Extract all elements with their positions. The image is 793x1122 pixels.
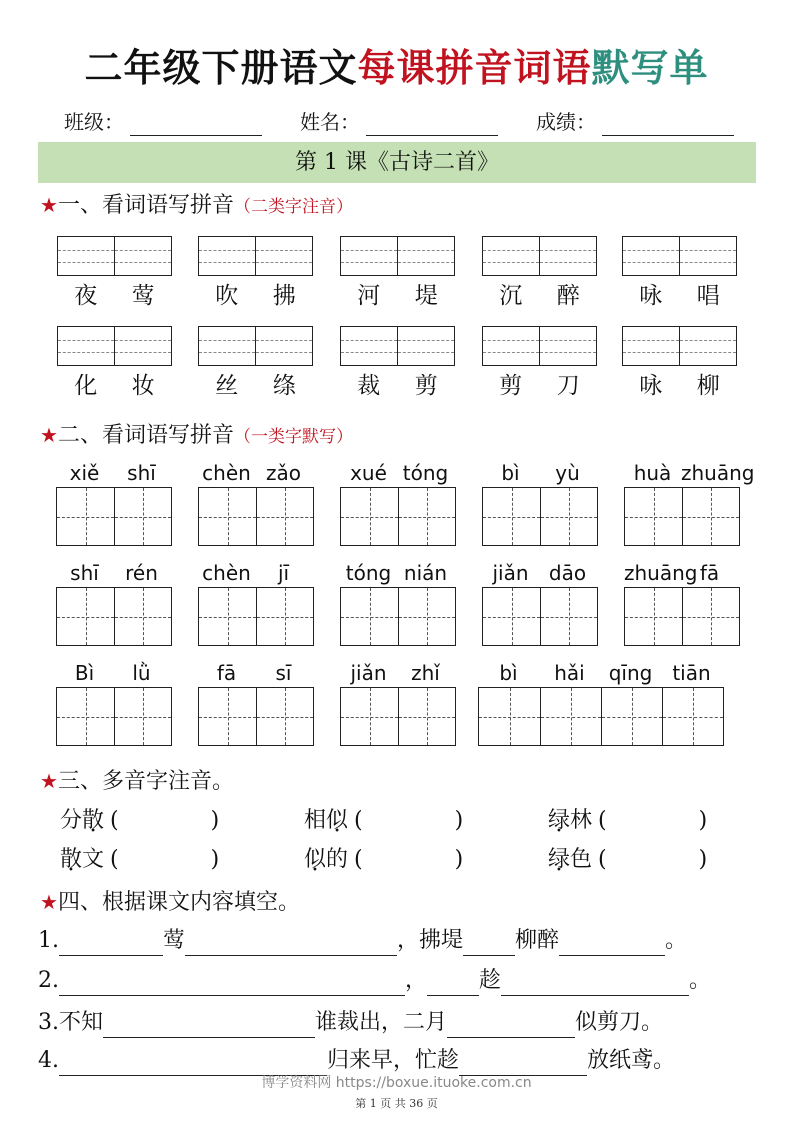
hanzi: 柳 bbox=[696, 373, 720, 399]
pinyin-word bbox=[340, 660, 456, 746]
tianzige-cell[interactable] bbox=[341, 488, 398, 545]
word-characters bbox=[340, 371, 455, 401]
tianzige-box[interactable] bbox=[340, 487, 456, 546]
tianzige-cell[interactable] bbox=[199, 488, 256, 545]
hanzi: 妆 bbox=[131, 373, 155, 399]
score-blank[interactable] bbox=[602, 114, 734, 136]
text: 归来早，忙趁 bbox=[327, 1048, 460, 1073]
pinyin-syllable: chèn bbox=[202, 561, 251, 585]
text: 趁 bbox=[479, 968, 502, 993]
star-icon: ★ bbox=[40, 193, 58, 217]
blank[interactable] bbox=[59, 972, 405, 996]
section-1-title: 一、看词语写拼音 bbox=[57, 193, 234, 218]
tianzige-box[interactable] bbox=[624, 587, 740, 646]
pinyin-label bbox=[198, 560, 314, 586]
blank[interactable] bbox=[501, 972, 689, 996]
class-label: 班级： bbox=[64, 110, 124, 134]
class-field bbox=[64, 108, 262, 136]
pinyin-word bbox=[340, 560, 456, 646]
pinyin-writing-box[interactable] bbox=[340, 236, 455, 276]
text: 柳醉 bbox=[515, 928, 560, 953]
hanzi: 林 bbox=[570, 808, 593, 833]
open-paren: ( bbox=[354, 808, 363, 833]
pinyin-syllable: sī bbox=[275, 661, 292, 685]
name-label: 姓名： bbox=[300, 110, 360, 134]
hanzi: 文 bbox=[82, 847, 105, 872]
pinyin-syllable: jī bbox=[277, 561, 290, 585]
pinyin-syllable: tiān bbox=[672, 661, 711, 685]
tianzige-cell[interactable] bbox=[341, 688, 398, 745]
polyphone-item bbox=[304, 806, 463, 836]
pinyin-cell[interactable] bbox=[623, 327, 679, 365]
pinyin-syllable: jiǎn bbox=[350, 661, 387, 685]
word-characters bbox=[57, 371, 172, 401]
pinyin-writing-box[interactable] bbox=[198, 236, 313, 276]
name-field bbox=[300, 108, 498, 136]
blank[interactable] bbox=[103, 1014, 315, 1038]
pinyin-cell[interactable] bbox=[199, 237, 255, 275]
pinyin-writing-box[interactable] bbox=[57, 236, 172, 276]
tianzige-cell[interactable] bbox=[479, 688, 540, 745]
blank[interactable] bbox=[559, 932, 665, 956]
page-number: 第 1 页 共 36 页 bbox=[355, 1097, 438, 1110]
word-characters bbox=[340, 281, 455, 311]
pinyin-label bbox=[624, 460, 755, 486]
pinyin-cell[interactable] bbox=[114, 237, 171, 275]
text: 。 bbox=[665, 928, 688, 953]
text: 放纸鸢。 bbox=[587, 1048, 676, 1073]
pinyin-syllable: chèn bbox=[202, 461, 251, 485]
tianzige-box[interactable] bbox=[56, 487, 172, 546]
pinyin-word bbox=[198, 560, 314, 646]
section-3-heading bbox=[40, 766, 234, 797]
pinyin-syllable: shī bbox=[127, 461, 156, 485]
pinyin-syllable: xué bbox=[350, 461, 387, 485]
fill-line-2 bbox=[38, 966, 711, 996]
text: ，拂堤 bbox=[397, 928, 464, 953]
blank[interactable] bbox=[447, 1014, 575, 1038]
pinyin-word bbox=[56, 460, 172, 546]
pinyin-label bbox=[56, 460, 172, 486]
section-2-heading bbox=[40, 420, 353, 452]
pinyin-syllable: rén bbox=[125, 561, 158, 585]
text: 莺 bbox=[163, 928, 186, 953]
close-paren: ) bbox=[210, 847, 220, 872]
pinyin-label bbox=[340, 460, 456, 486]
hanzi: 散 bbox=[60, 847, 83, 872]
hanzi: 色 bbox=[570, 847, 593, 872]
pinyin-cell[interactable] bbox=[483, 237, 539, 275]
section-4-heading bbox=[40, 887, 300, 918]
open-paren: ( bbox=[598, 847, 607, 872]
watermark: 博学资料网 https://boxue.ituoke.com.cn bbox=[261, 1075, 532, 1091]
hanzi: 唱 bbox=[696, 283, 720, 309]
pinyin-syllable: yù bbox=[555, 461, 580, 485]
pinyin-syllable: zhuāng bbox=[624, 561, 698, 585]
pinyin-label bbox=[56, 660, 172, 686]
pinyin-word bbox=[56, 660, 172, 746]
pinyin-label bbox=[482, 560, 598, 586]
hanzi: 裁 bbox=[357, 373, 381, 399]
pinyin-cell[interactable] bbox=[58, 237, 114, 275]
tianzige-cell[interactable] bbox=[682, 588, 739, 645]
hanzi: 似 bbox=[326, 808, 349, 833]
pinyin-word bbox=[624, 560, 740, 646]
pinyin-cell[interactable] bbox=[255, 237, 312, 275]
tianzige-box[interactable] bbox=[56, 587, 172, 646]
pinyin-syllable: jiǎn bbox=[492, 561, 529, 585]
open-paren: ( bbox=[598, 808, 607, 833]
word-item bbox=[340, 236, 455, 311]
word-item bbox=[482, 326, 597, 401]
hanzi: 河 bbox=[357, 283, 381, 309]
tianzige-cell[interactable] bbox=[682, 488, 739, 545]
tianzige-cell[interactable] bbox=[625, 488, 682, 545]
tianzige-cell[interactable] bbox=[398, 588, 455, 645]
pinyin-syllable: bì bbox=[501, 461, 520, 485]
tianzige-box[interactable] bbox=[340, 587, 456, 646]
line-number: 4. bbox=[38, 1048, 59, 1073]
word-item bbox=[622, 236, 737, 311]
pinyin-label bbox=[478, 660, 724, 686]
blank[interactable] bbox=[463, 932, 515, 956]
pinyin-syllable: fā bbox=[216, 661, 237, 685]
fill-line-3 bbox=[38, 1008, 663, 1038]
tianzige-cell[interactable] bbox=[256, 488, 313, 545]
pinyin-label bbox=[56, 560, 172, 586]
pinyin-cell[interactable] bbox=[483, 327, 539, 365]
word-item bbox=[340, 326, 455, 401]
star-icon: ★ bbox=[40, 423, 58, 447]
hanzi: 吹 bbox=[215, 283, 239, 309]
pinyin-writing-box[interactable] bbox=[340, 326, 455, 366]
polyphone-item bbox=[60, 806, 219, 836]
pinyin-writing-box[interactable] bbox=[482, 326, 597, 366]
title-part-1: 二年级下册语文 bbox=[84, 45, 358, 90]
tianzige-cell[interactable] bbox=[199, 588, 256, 645]
pinyin-word bbox=[198, 460, 314, 546]
polyphone-item bbox=[304, 845, 463, 875]
word-characters bbox=[198, 281, 313, 311]
tianzige-cell[interactable] bbox=[540, 588, 597, 645]
tianzige-cell[interactable] bbox=[57, 688, 114, 745]
tianzige-cell[interactable] bbox=[398, 488, 455, 545]
word-item bbox=[198, 236, 313, 311]
pinyin-cell[interactable] bbox=[539, 237, 596, 275]
tianzige-box[interactable] bbox=[198, 687, 314, 746]
pinyin-cell[interactable] bbox=[397, 327, 454, 365]
hanzi: 相 bbox=[304, 808, 327, 833]
tianzige-box[interactable] bbox=[482, 487, 598, 546]
hanzi: 沉 bbox=[499, 283, 523, 309]
title-part-3: 默写单 bbox=[591, 45, 709, 90]
hanzi: 散 bbox=[82, 808, 105, 833]
pinyin-word bbox=[56, 560, 172, 646]
hanzi: 绦 bbox=[272, 373, 296, 399]
score-label: 成绩： bbox=[536, 110, 596, 134]
star-icon: ★ bbox=[40, 769, 58, 793]
tianzige-cell[interactable] bbox=[256, 688, 313, 745]
pinyin-syllable: zhuāng bbox=[681, 461, 755, 485]
open-paren: ( bbox=[110, 808, 119, 833]
hanzi: 分 bbox=[60, 808, 83, 833]
pinyin-cell[interactable] bbox=[397, 237, 454, 275]
pinyin-cell[interactable] bbox=[341, 237, 397, 275]
pinyin-cell[interactable] bbox=[114, 327, 171, 365]
tianzige-cell[interactable] bbox=[601, 688, 662, 745]
pinyin-cell[interactable] bbox=[539, 327, 596, 365]
hanzi: 醉 bbox=[556, 283, 580, 309]
pinyin-syllable: zhǐ bbox=[411, 661, 440, 685]
pinyin-syllable: xiě bbox=[69, 461, 100, 485]
pinyin-syllable: fā bbox=[699, 561, 720, 585]
section-4-title: 四、根据课文内容填空。 bbox=[57, 890, 300, 915]
tianzige-cell[interactable] bbox=[483, 588, 540, 645]
title-part-2: 每课拼音词语 bbox=[357, 45, 592, 90]
pinyin-writing-box[interactable] bbox=[622, 326, 737, 366]
hanzi: 拂 bbox=[272, 283, 296, 309]
tianzige-cell[interactable] bbox=[199, 688, 256, 745]
pinyin-word bbox=[482, 560, 598, 646]
section-1-note: （二类字注音） bbox=[233, 197, 353, 217]
hanzi: 剪 bbox=[414, 373, 438, 399]
fill-line-1 bbox=[38, 926, 687, 956]
pinyin-cell[interactable] bbox=[679, 237, 736, 275]
word-item bbox=[57, 326, 172, 401]
score-field bbox=[536, 108, 734, 136]
pinyin-word bbox=[340, 460, 456, 546]
tianzige-cell[interactable] bbox=[540, 688, 601, 745]
tianzige-cell[interactable] bbox=[341, 588, 398, 645]
pinyin-syllable: zǎo bbox=[266, 461, 301, 485]
close-paren: ) bbox=[454, 808, 464, 833]
pinyin-writing-box[interactable] bbox=[622, 236, 737, 276]
pinyin-cell[interactable] bbox=[341, 327, 397, 365]
tianzige-cell[interactable] bbox=[483, 488, 540, 545]
pinyin-cell[interactable] bbox=[255, 327, 312, 365]
blank[interactable] bbox=[185, 932, 397, 956]
tianzige-cell[interactable] bbox=[256, 588, 313, 645]
tianzige-box[interactable] bbox=[340, 687, 456, 746]
pinyin-label bbox=[340, 560, 456, 586]
word-item bbox=[198, 326, 313, 401]
line-number: 1. bbox=[38, 928, 59, 953]
close-paren: ) bbox=[210, 808, 220, 833]
pinyin-cell[interactable] bbox=[199, 327, 255, 365]
hanzi: 丝 bbox=[215, 373, 239, 399]
word-item bbox=[57, 236, 172, 311]
polyphone-item bbox=[548, 845, 707, 875]
line-number: 2. bbox=[38, 968, 59, 993]
open-paren: ( bbox=[110, 847, 119, 872]
hanzi: 莺 bbox=[131, 283, 155, 309]
pinyin-syllable: hǎi bbox=[554, 661, 585, 685]
tianzige-cell[interactable] bbox=[540, 488, 597, 545]
hanzi: 绿 bbox=[548, 808, 571, 833]
word-characters bbox=[482, 281, 597, 311]
text: 。 bbox=[689, 968, 712, 993]
pinyin-word bbox=[198, 660, 314, 746]
pinyin-cell[interactable] bbox=[623, 237, 679, 275]
section-1-heading bbox=[40, 190, 353, 222]
section-2-note: （一类字默写） bbox=[233, 427, 353, 447]
pinyin-word bbox=[478, 660, 724, 746]
pinyin-syllable: Bì bbox=[74, 661, 95, 685]
hanzi: 似 bbox=[304, 847, 327, 872]
pinyin-syllable: dāo bbox=[548, 561, 587, 585]
pinyin-syllable: bì bbox=[499, 661, 518, 685]
tianzige-box[interactable] bbox=[482, 587, 598, 646]
blank[interactable] bbox=[427, 972, 479, 996]
word-characters bbox=[198, 371, 313, 401]
pinyin-syllable: tóng bbox=[345, 561, 392, 585]
name-blank[interactable] bbox=[366, 114, 498, 136]
class-blank[interactable] bbox=[130, 114, 262, 136]
pinyin-label bbox=[198, 660, 314, 686]
blank[interactable] bbox=[59, 932, 163, 956]
pinyin-word bbox=[482, 460, 598, 546]
pinyin-writing-box[interactable] bbox=[198, 326, 313, 366]
tianzige-box[interactable] bbox=[478, 687, 724, 746]
text: 似剪刀。 bbox=[575, 1010, 664, 1035]
polyphone-item bbox=[548, 806, 707, 836]
lesson-title-bar: 第 1 课《古诗二首》 bbox=[38, 142, 756, 183]
pinyin-syllable: qīng bbox=[608, 661, 653, 685]
pinyin-word bbox=[624, 460, 755, 546]
section-2-title: 二、看词语写拼音 bbox=[57, 423, 234, 448]
star-icon: ★ bbox=[40, 890, 58, 914]
pinyin-writing-box[interactable] bbox=[482, 236, 597, 276]
word-characters bbox=[622, 371, 737, 401]
tianzige-box[interactable] bbox=[198, 487, 314, 546]
pinyin-label bbox=[482, 460, 598, 486]
tianzige-cell[interactable] bbox=[398, 688, 455, 745]
tianzige-box[interactable] bbox=[56, 687, 172, 746]
pinyin-syllable: lǜ bbox=[132, 661, 151, 685]
hanzi: 夜 bbox=[74, 283, 98, 309]
pinyin-writing-box[interactable] bbox=[57, 326, 172, 366]
tianzige-box[interactable] bbox=[624, 487, 740, 546]
tianzige-cell[interactable] bbox=[57, 588, 114, 645]
word-item bbox=[622, 326, 737, 401]
tianzige-cell[interactable] bbox=[114, 588, 171, 645]
pinyin-syllable: shī bbox=[70, 561, 99, 585]
hanzi: 堤 bbox=[414, 283, 438, 309]
pinyin-cell[interactable] bbox=[58, 327, 114, 365]
close-paren: ) bbox=[698, 847, 708, 872]
worksheet-title bbox=[0, 40, 793, 96]
pinyin-syllable: huà bbox=[633, 461, 672, 485]
hanzi: 的 bbox=[326, 847, 349, 872]
section-3-title: 三、多音字注音。 bbox=[57, 769, 234, 794]
tianzige-box[interactable] bbox=[198, 587, 314, 646]
hanzi: 咏 bbox=[639, 373, 663, 399]
open-paren: ( bbox=[354, 847, 363, 872]
line-number: 3.不知 bbox=[38, 1010, 103, 1035]
close-paren: ) bbox=[454, 847, 464, 872]
close-paren: ) bbox=[698, 808, 708, 833]
hanzi: 剪 bbox=[499, 373, 523, 399]
pinyin-label bbox=[198, 460, 314, 486]
pinyin-label bbox=[624, 560, 740, 586]
pinyin-label bbox=[340, 660, 456, 686]
text: ， bbox=[405, 968, 428, 993]
pinyin-cell[interactable] bbox=[679, 327, 736, 365]
word-characters bbox=[57, 281, 172, 311]
hanzi: 咏 bbox=[639, 283, 663, 309]
pinyin-syllable: nián bbox=[403, 561, 448, 585]
pinyin-syllable: tóng bbox=[402, 461, 449, 485]
tianzige-cell[interactable] bbox=[662, 688, 723, 745]
hanzi: 化 bbox=[74, 373, 98, 399]
tianzige-cell[interactable] bbox=[114, 488, 171, 545]
hanzi: 绿 bbox=[548, 847, 571, 872]
text: 谁裁出，二月 bbox=[315, 1010, 448, 1035]
word-characters bbox=[622, 281, 737, 311]
hanzi: 刀 bbox=[556, 373, 580, 399]
polyphone-item bbox=[60, 845, 219, 875]
tianzige-cell[interactable] bbox=[114, 688, 171, 745]
word-item bbox=[482, 236, 597, 311]
tianzige-cell[interactable] bbox=[625, 588, 682, 645]
word-characters bbox=[482, 371, 597, 401]
tianzige-cell[interactable] bbox=[57, 488, 114, 545]
